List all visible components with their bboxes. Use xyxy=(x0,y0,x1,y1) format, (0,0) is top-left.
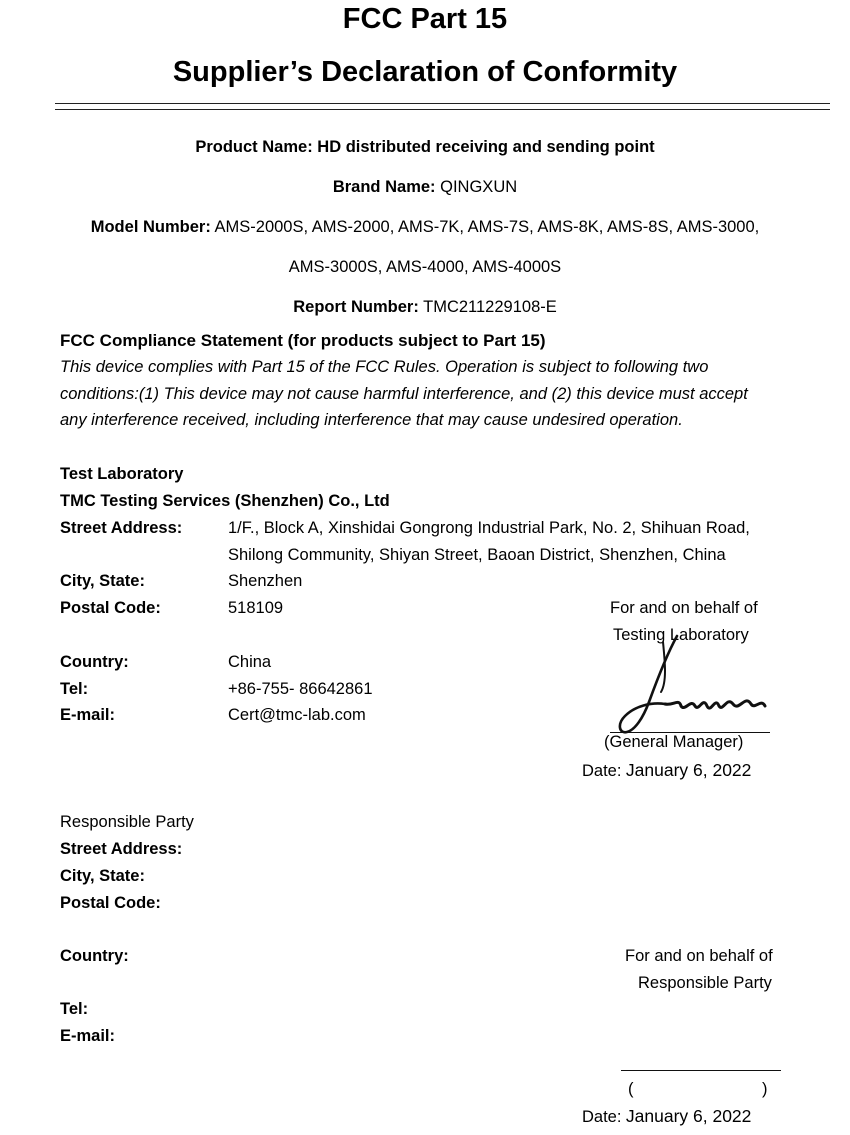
party-tel-label: Tel: xyxy=(60,1000,89,1018)
party-role-paren-close: ) xyxy=(762,1080,768,1098)
lab-city-label: City, State: xyxy=(60,572,145,590)
model-number-value-line1: AMS-2000S, AMS-2000, AMS-7K, AMS-7S, AMS-8K, AMS-8S, AMS-3000, xyxy=(214,218,760,236)
lab-street-line2: Shilong Community, Shiyan Street, Baoan District, Shenzhen, China xyxy=(228,546,726,564)
document-subtitle: Supplier’s Declaration of Conformity xyxy=(172,56,678,88)
party-role-paren-open: ( xyxy=(628,1080,634,1098)
lab-email-label: E-mail: xyxy=(60,706,116,724)
party-signature-line xyxy=(621,1070,781,1071)
lab-city-value: Shenzhen xyxy=(228,572,303,590)
party-behalf-line1: For and on behalf of xyxy=(625,947,773,965)
compliance-text-line1: This device complies with Part 15 of the FCC Rules. Operation is subject to following two xyxy=(60,358,709,376)
party-country-label: Country: xyxy=(60,947,129,965)
party-date-value: January 6, 2022 xyxy=(625,1106,752,1126)
model-number-label: Model Number: xyxy=(90,218,211,236)
product-name-row xyxy=(0,138,850,157)
header-rule-bottom xyxy=(55,109,830,110)
model-number-value-line2: AMS-3000S, AMS-4000, AMS-4000S xyxy=(288,258,562,276)
party-street-label: Street Address: xyxy=(60,840,183,858)
lab-tel-label: Tel: xyxy=(60,680,89,698)
product-name-value: HD distributed receiving and sending point xyxy=(317,138,655,156)
party-date-row xyxy=(582,1106,751,1127)
report-number-label: Report Number: xyxy=(293,298,419,316)
party-heading: Responsible Party xyxy=(60,813,194,831)
lab-company-name: TMC Testing Services (Shenzhen) Co., Ltd xyxy=(60,492,390,510)
party-behalf-line2: Responsible Party xyxy=(638,974,772,992)
compliance-text-line2: conditions:(1) This device may not cause harmful interference, and (2) this device must accept xyxy=(60,385,748,403)
party-postal-label: Postal Code: xyxy=(60,894,161,912)
lab-street-line1: 1/F., Block A, Xinshidai Gongrong Industrial Park, No. 2, Shihuan Road, xyxy=(228,519,750,537)
compliance-heading: FCC Compliance Statement (for products subject to Part 15) xyxy=(60,331,546,350)
lab-signature xyxy=(605,632,775,744)
lab-behalf-line2: Testing Laboratory xyxy=(613,626,749,644)
lab-email-value: Cert@tmc-lab.com xyxy=(228,706,366,724)
product-name-label: Product Name: xyxy=(195,138,313,156)
lab-date-value: January 6, 2022 xyxy=(625,760,752,780)
brand-name-row xyxy=(0,178,850,197)
party-date-label: Date: xyxy=(582,1108,622,1126)
lab-date-row xyxy=(582,760,751,781)
lab-country-value: China xyxy=(228,653,272,671)
lab-postal-label: Postal Code: xyxy=(60,599,161,617)
model-number-row xyxy=(0,218,850,237)
lab-signer-role: (General Manager) xyxy=(604,733,744,751)
lab-postal-value: 518109 xyxy=(228,599,284,617)
lab-heading: Test Laboratory xyxy=(60,465,184,483)
lab-country-label: Country: xyxy=(60,653,129,671)
report-number-value: TMC211229108-E xyxy=(423,298,557,316)
brand-name-label: Brand Name: xyxy=(332,178,436,196)
report-number-row xyxy=(0,298,850,317)
header-rule-top xyxy=(55,103,830,104)
lab-tel-value: +86-755- 86642861 xyxy=(228,680,373,698)
lab-date-label: Date: xyxy=(582,762,622,780)
brand-name-value: QINGXUN xyxy=(440,178,518,196)
document-title: FCC Part 15 xyxy=(342,3,508,35)
party-email-label: E-mail: xyxy=(60,1027,116,1045)
lab-street-label: Street Address: xyxy=(60,519,183,537)
lab-behalf-line1: For and on behalf of xyxy=(610,599,758,617)
party-city-label: City, State: xyxy=(60,867,145,885)
compliance-text-line3: any interference received, including interference that may cause undesired operation. xyxy=(60,411,683,429)
